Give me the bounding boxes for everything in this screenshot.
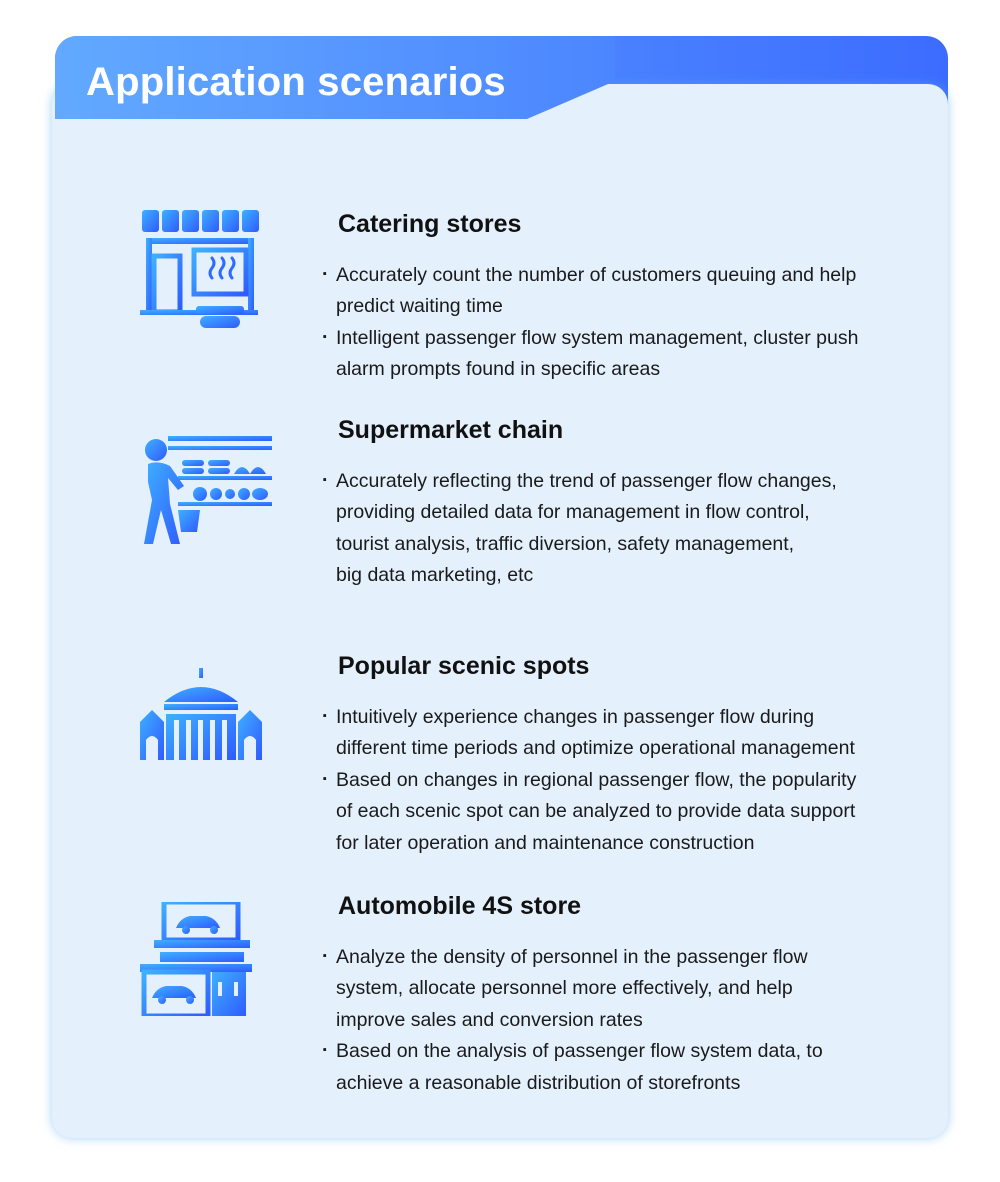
storefront-icon	[138, 210, 260, 339]
landmark-icon	[138, 668, 264, 765]
application-scenarios-panel	[48, 34, 952, 1142]
bullet-item: · Intuitively experience changes in passenger flow during different time periods and optimize operational management	[322, 702, 856, 765]
bullet-item: · Accurately reflecting the trend of passenger flow changes, providing detailed data for management in flow control, tourist analysis, traffic diversion, safety management, big data marketing, etc	[322, 466, 837, 592]
shopper-icon	[138, 436, 274, 561]
bullet-list	[322, 466, 837, 592]
section-heading: Catering stores	[338, 210, 522, 238]
bullet-item: · Analyze the density of personnel in the passenger flow system, allocate personnel more effectively, and help improve sales and conversion rates	[322, 942, 823, 1036]
page-title: Application scenarios	[86, 60, 506, 104]
bullet-list	[322, 260, 858, 386]
bullet-list	[322, 942, 823, 1099]
section-heading: Automobile 4S store	[338, 892, 582, 920]
bullet-item: · Based on changes in regional passenger flow, the popularity of each scenic spot can be analyzed to provide data support for later operation and maintenance construction	[322, 765, 856, 859]
bullet-item: · Based on the analysis of passenger flow system data, to achieve a reasonable distribution of storefronts	[322, 1036, 823, 1099]
car-dealership-icon	[138, 902, 254, 1021]
bullet-item: · Intelligent passenger flow system management, cluster push alarm prompts found in specific areas	[322, 323, 858, 386]
section-heading: Popular scenic spots	[338, 652, 590, 680]
bullet-item: · Accurately count the number of customers queuing and help predict waiting time	[322, 260, 858, 323]
section-heading: Supermarket chain	[338, 416, 564, 444]
bullet-list	[322, 702, 856, 859]
